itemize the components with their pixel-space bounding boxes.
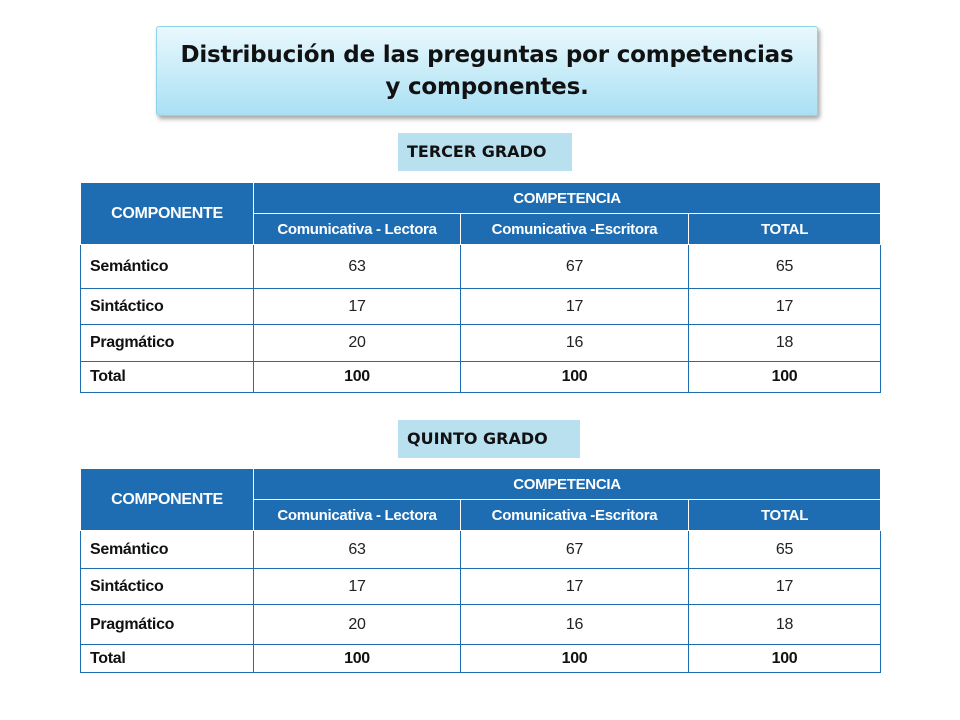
total-value: 100 bbox=[689, 645, 881, 673]
component-name: Semántico bbox=[81, 245, 254, 289]
component-name: Sintáctico bbox=[81, 289, 254, 325]
table-row bbox=[81, 569, 881, 605]
component-name: Pragmático bbox=[81, 325, 254, 362]
total-value: 18 bbox=[689, 325, 881, 362]
lectora-value: 20 bbox=[254, 325, 461, 362]
slide-title-box bbox=[156, 26, 818, 116]
slide-title-line-2: y componentes. bbox=[385, 74, 589, 100]
total-value: 17 bbox=[689, 289, 881, 325]
escritora-value: 16 bbox=[461, 605, 689, 645]
componente-header: COMPONENTE bbox=[81, 469, 254, 531]
lectora-value: 100 bbox=[254, 362, 461, 393]
quinto-grado-label: QUINTO GRADO bbox=[398, 420, 580, 458]
lectora-value: 100 bbox=[254, 645, 461, 673]
escritora-value: 100 bbox=[461, 645, 689, 673]
escritora-value: 100 bbox=[461, 362, 689, 393]
component-name: Semántico bbox=[81, 531, 254, 569]
total-value: 17 bbox=[689, 569, 881, 605]
escritora-value: 17 bbox=[461, 289, 689, 325]
component-name: Total bbox=[81, 362, 254, 393]
slide-title-line-1: Distribución de las preguntas por competencias bbox=[180, 42, 794, 68]
competencia-header: COMPETENCIA bbox=[254, 183, 881, 214]
tercer-grado-label: TERCER GRADO bbox=[398, 133, 572, 171]
table-row-total bbox=[81, 645, 881, 673]
quinto-grado-table bbox=[80, 468, 881, 673]
tercer-grado-table bbox=[80, 182, 881, 393]
total-value: 100 bbox=[689, 362, 881, 393]
escritora-value: 67 bbox=[461, 245, 689, 289]
component-name: Total bbox=[81, 645, 254, 673]
escritora-value: 67 bbox=[461, 531, 689, 569]
component-name: Pragmático bbox=[81, 605, 254, 645]
competencia-header: COMPETENCIA bbox=[254, 469, 881, 500]
escritora-value: 17 bbox=[461, 569, 689, 605]
table-row bbox=[81, 245, 881, 289]
table-row bbox=[81, 325, 881, 362]
lectora-value: 20 bbox=[254, 605, 461, 645]
lectora-value: 63 bbox=[254, 245, 461, 289]
component-name: Sintáctico bbox=[81, 569, 254, 605]
lectora-header: Comunicativa - Lectora bbox=[254, 500, 461, 531]
total-value: 65 bbox=[689, 531, 881, 569]
escritora-header: Comunicativa -Escritora bbox=[461, 214, 689, 245]
lectora-value: 17 bbox=[254, 289, 461, 325]
total-value: 65 bbox=[689, 245, 881, 289]
total-header: TOTAL bbox=[689, 500, 881, 531]
escritora-value: 16 bbox=[461, 325, 689, 362]
componente-header: COMPONENTE bbox=[81, 183, 254, 245]
table-row bbox=[81, 289, 881, 325]
table-row-total bbox=[81, 362, 881, 393]
lectora-header: Comunicativa - Lectora bbox=[254, 214, 461, 245]
escritora-header: Comunicativa -Escritora bbox=[461, 500, 689, 531]
table-row bbox=[81, 605, 881, 645]
lectora-value: 63 bbox=[254, 531, 461, 569]
lectora-value: 17 bbox=[254, 569, 461, 605]
table-row bbox=[81, 531, 881, 569]
total-value: 18 bbox=[689, 605, 881, 645]
total-header: TOTAL bbox=[689, 214, 881, 245]
